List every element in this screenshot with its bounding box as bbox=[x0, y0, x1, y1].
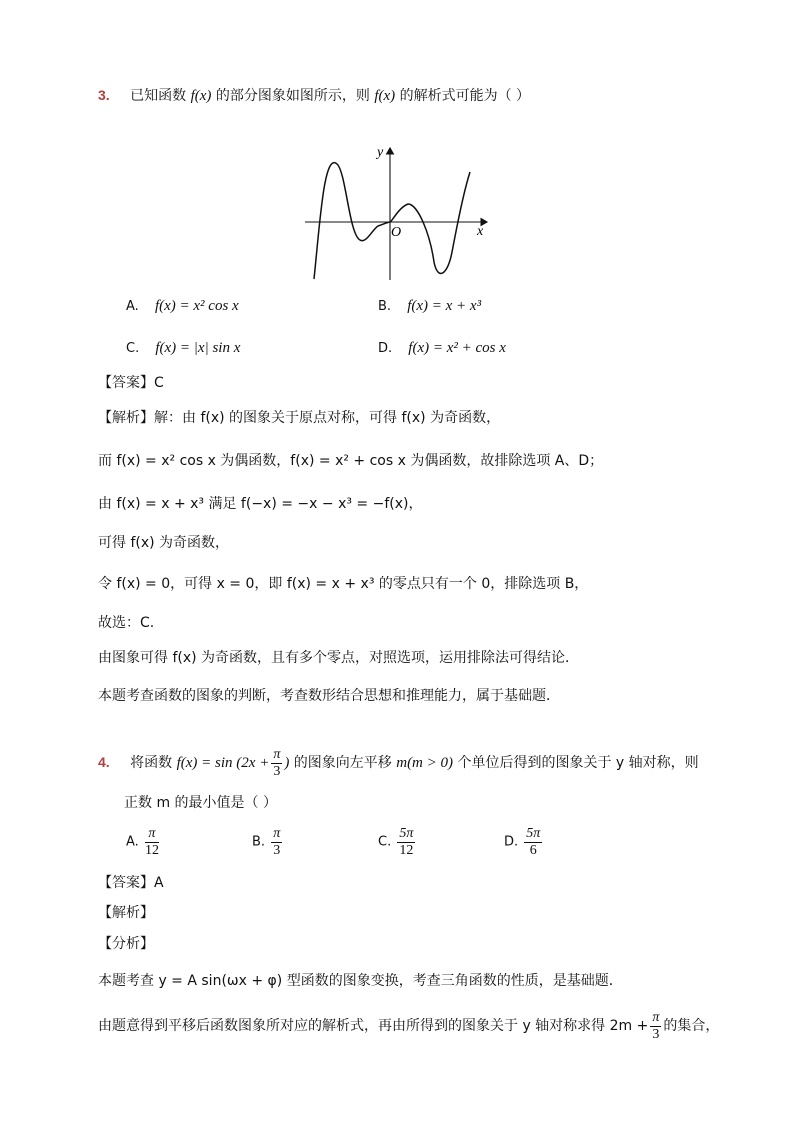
q3-option-b[interactable] bbox=[378, 295, 481, 318]
q4-stem-a: 将函数 bbox=[130, 755, 173, 771]
answer-label: 【答案】 bbox=[98, 875, 154, 891]
q4-option-b[interactable] bbox=[252, 826, 284, 859]
q3-stem-c: 的解析式可能为（ ） bbox=[399, 88, 531, 104]
x-axis-label: x bbox=[477, 224, 484, 239]
q3-stem bbox=[98, 84, 530, 107]
q3-stem-a: 已知函数 bbox=[130, 88, 187, 104]
q3-answer bbox=[98, 372, 164, 394]
option-letter: D. bbox=[378, 341, 393, 356]
pi-over-3: $\frac{\pi}{3}$ bbox=[273, 746, 281, 779]
q3-fx-1: f(x) bbox=[190, 88, 212, 104]
option-fraction: $\frac{5\pi}{12}$ bbox=[399, 826, 414, 858]
option-letter: B. bbox=[252, 834, 266, 850]
q4-stem-line-2: 正数 m 的最小值是（ ） bbox=[124, 795, 277, 811]
q3-analysis-line-5: 令 f(x) = 0，可得 x = 0，即 f(x) = x + x³ 的零点只有一个 0，排除选项 B， bbox=[98, 576, 589, 592]
fenxi-text-a: 由题意得到平移后函数图象所对应的解析式，再由所得到的图象关于 y 轴对称求得 2m + bbox=[98, 1018, 649, 1034]
option-expr: f(x) = x + x³ bbox=[407, 298, 482, 314]
q3-analysis-line-2: 而 f(x) = x² cos x 为偶函数，f(x) = x² + cos x 为偶函数，故排除选项 A、D； bbox=[98, 453, 604, 469]
option-letter: A. bbox=[126, 834, 139, 850]
analysis-label: 【解析】 bbox=[98, 410, 154, 426]
q4-option-c[interactable] bbox=[378, 826, 417, 859]
q3-analysis-line-1 bbox=[98, 407, 500, 429]
function-curve bbox=[314, 163, 470, 279]
option-expr: f(x) = x² + cos x bbox=[408, 340, 506, 356]
q4-fenxi-line-1: 本题考查 y = A sin(ωx + φ) 型函数的图象变换，考查三角函数的性质，是基础题． bbox=[98, 973, 623, 989]
pi-over-3: $\frac{\pi}{3}$ bbox=[652, 1009, 660, 1042]
option-expr: f(x) = |x| sin x bbox=[155, 340, 241, 356]
origin-label: O bbox=[391, 225, 402, 240]
option-fraction: $\frac{\pi}{3}$ bbox=[273, 826, 281, 858]
q4-func: f(x) = sin (2x + bbox=[176, 755, 270, 771]
q3-option-a[interactable] bbox=[126, 295, 239, 318]
q4-answer bbox=[98, 872, 164, 894]
q3-function-graph bbox=[300, 142, 500, 282]
q4-stem bbox=[98, 742, 699, 783]
q4-m: m(m > 0) bbox=[396, 755, 454, 771]
q3-analysis-line-4: 可得 f(x) 为奇函数， bbox=[98, 535, 230, 551]
option-letter: D. bbox=[504, 834, 519, 850]
q4-analysis-label: 【解析】 bbox=[98, 905, 154, 921]
q3-stem-b: 的部分图象如图所示，则 bbox=[215, 88, 370, 104]
q4-fenxi-line-2 bbox=[98, 1006, 719, 1046]
option-fraction: $\frac{\pi}{12}$ bbox=[144, 826, 159, 858]
q4-option-a[interactable] bbox=[126, 826, 161, 859]
q4-func-close: ) bbox=[284, 755, 290, 771]
option-letter: A. bbox=[126, 299, 139, 314]
q3-fx-2: f(x) bbox=[374, 88, 396, 104]
q3-analysis-line-3: 由 f(x) = x + x³ 满足 f(−x) = −x − x³ = −f(x)， bbox=[98, 496, 423, 512]
q3-analysis-line-7: 由图象可得 f(x) 为奇函数，且有多个零点，对照选项，运用排除法可得结论． bbox=[98, 650, 580, 666]
answer-label: 【答案】 bbox=[98, 375, 154, 391]
q4-option-d[interactable] bbox=[504, 826, 544, 859]
answer-value: C bbox=[154, 375, 164, 391]
q3-option-d[interactable] bbox=[378, 337, 506, 360]
q4-stem-c: 个单位后得到的图象关于 y 轴对称，则 bbox=[457, 755, 699, 771]
option-fraction: $\frac{5\pi}{6}$ bbox=[526, 826, 541, 858]
q3-option-c[interactable] bbox=[126, 337, 240, 360]
q4-number: 4. bbox=[98, 754, 110, 770]
analysis-text: 解：由 f(x) 的图象关于原点对称，可得 f(x) 为奇函数， bbox=[154, 410, 501, 426]
option-letter: C. bbox=[378, 834, 392, 850]
y-axis-label: y bbox=[377, 145, 384, 160]
option-expr: f(x) = x² cos x bbox=[154, 298, 239, 314]
option-letter: B. bbox=[378, 299, 392, 314]
q3-analysis-line-8: 本题考查函数的图象的判断，考查数形结合思想和推理能力，属于基础题． bbox=[98, 688, 560, 704]
answer-value: A bbox=[154, 875, 164, 891]
fenxi-text-b: 的集合， bbox=[663, 1018, 720, 1034]
option-letter: C. bbox=[126, 341, 140, 356]
q4-fenxi-label: 【分析】 bbox=[98, 936, 154, 952]
q3-number: 3. bbox=[98, 87, 110, 103]
q4-stem-b: 的图象向左平移 bbox=[293, 755, 392, 771]
q3-analysis-line-6: 故选：C. bbox=[98, 615, 155, 631]
